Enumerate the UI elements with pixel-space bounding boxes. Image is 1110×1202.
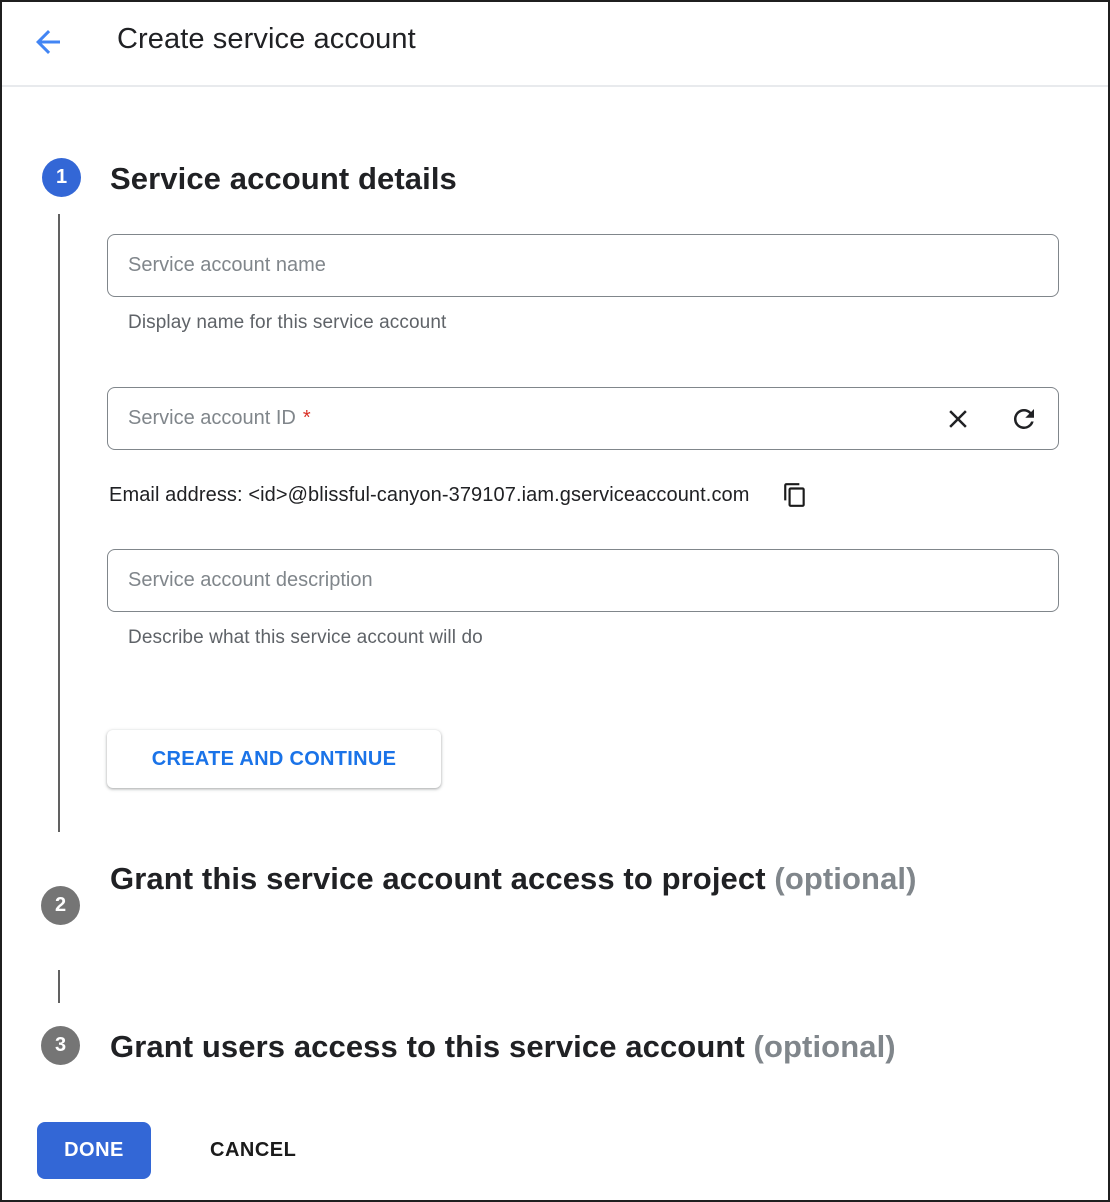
step-1-number: 1 [55,166,68,188]
stepper-connector-2 [58,970,60,1003]
step-1-heading [110,150,457,207]
step-3-title: Grant users access to this service account [110,1029,745,1064]
email-address-row [109,480,812,510]
stepper-connector-1 [58,214,60,832]
arrow-back-icon [30,24,66,60]
step-1-title: Service account details [110,161,457,196]
copy-icon [782,482,812,508]
refresh-icon [1008,404,1040,434]
header [2,2,1108,87]
step-2-title: Grant this service account access to project [110,861,766,896]
service-account-description-input[interactable] [107,549,1059,612]
close-icon [942,404,974,434]
step-2-indicator [41,886,80,925]
step-1-indicator [42,158,81,197]
service-account-name-helper: Display name for this service account [128,312,447,333]
id-field-actions [942,403,1040,435]
step-2-heading [110,850,930,907]
create-and-continue-button[interactable]: CREATE AND CONTINUE [107,730,441,788]
service-account-description-helper: Describe what this service account will do [128,627,483,648]
cancel-button[interactable]: CANCEL [202,1122,304,1179]
step-2-number: 2 [54,894,67,916]
email-address-text: Email address: <id>@blissful-canyon-379107.iam.gserviceaccount.com [109,483,750,506]
step-3-optional-label: (optional) [753,1029,896,1064]
step-3-indicator [41,1026,80,1065]
done-button[interactable]: DONE [37,1122,151,1179]
service-account-id-placeholder: Service account ID [128,407,296,429]
back-button[interactable] [28,22,68,62]
service-account-id-input[interactable] [107,387,1059,450]
copy-email-button[interactable] [782,480,812,510]
page-title: Create service account [117,23,416,55]
step-3-heading [110,1018,1090,1075]
required-asterisk: * [302,407,311,429]
step-2-optional-label: (optional) [774,861,917,896]
regenerate-id-button[interactable] [1008,403,1040,435]
step-3-number: 3 [54,1034,67,1056]
clear-id-button[interactable] [942,403,974,435]
service-account-name-input[interactable] [107,234,1059,297]
